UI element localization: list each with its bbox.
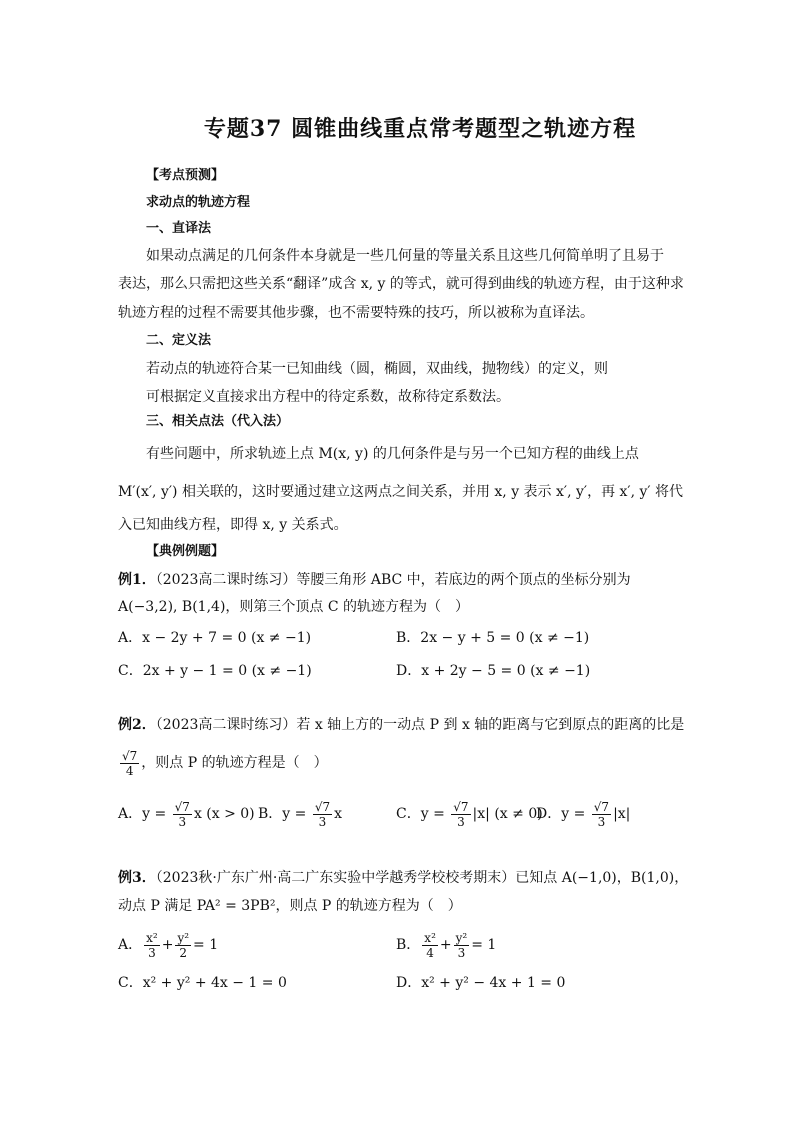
example1-option-d[interactable]: D．x + 2y − 5 = 0 (x ≠ −1) — [396, 663, 591, 679]
option-d-prefix: D．y = — [536, 806, 586, 822]
method3-paragraph-line1: 有些问题中，所求轨迹上点 M(x, y) 的几何条件是与另一个已知方程的曲线上点 — [146, 446, 639, 462]
example1-option-b[interactable]: B．2x − y + 5 = 0 (x ≠ −1) — [396, 630, 590, 646]
example2-ratio-numerator: √7 — [122, 748, 138, 763]
example1-stem-line2: A(−3,2), B(1,4)，则第三个顶点 C 的轨迹方程为（ ） — [118, 599, 470, 615]
fraction-denominator: 3 — [457, 814, 465, 829]
example3-option-c[interactable]: C．x² + y² + 4x − 1 = 0 — [118, 975, 287, 991]
option-b-term1 — [422, 931, 438, 960]
method1-heading: 一、直译法 — [146, 221, 212, 236]
fraction-denominator: 2 — [179, 945, 188, 960]
option-b-fraction — [313, 800, 332, 829]
option-a-prefix: A． — [118, 937, 143, 953]
example1-option-c[interactable]: C．2x + y − 1 = 0 (x ≠ −1) — [118, 663, 312, 679]
example2-option-d[interactable] — [536, 797, 630, 831]
option-c-suffix: |x| (x ≠ 0) — [472, 806, 543, 822]
option-a-fraction — [173, 800, 192, 829]
example1-stem-text1: （2023高二课时练习）等腰三角形 ABC 中，若底边的两个顶点的坐标分别为 — [155, 572, 631, 588]
method3-paragraph-line3: 入已知曲线方程，即得 x, y 关系式。 — [118, 517, 348, 533]
option-c-prefix: C．y = — [396, 806, 445, 822]
option-b-suffix: = 1 — [471, 937, 497, 953]
example3-label: 例3． — [118, 870, 156, 886]
example3-option-a[interactable] — [118, 928, 218, 962]
fraction-denominator: 3 — [178, 814, 187, 829]
option-b-plus: + — [439, 937, 452, 953]
example3-stem-line1 — [118, 868, 688, 888]
method1-paragraph-line1: 如果动点满足的几何条件本身就是一些几何量的等量关系且这些几何简单明了且易于 — [146, 248, 664, 264]
fraction-numerator: x² — [146, 930, 158, 945]
example2-stem-line2 — [118, 746, 328, 780]
example2-option-a[interactable] — [118, 797, 255, 831]
example2-option-c[interactable] — [396, 797, 543, 831]
option-a-term1 — [144, 931, 160, 960]
method1-paragraph-line2: 表达，那么只需把这些关系“翻译”成含 x, y 的等式，就可得到曲线的轨迹方程，由于这种求 — [118, 276, 684, 292]
option-b-prefix: B．y = — [258, 806, 307, 822]
fraction-numerator: y² — [177, 930, 190, 945]
method3-paragraph-line2: M′(x′, y′) 相关联的，这时要通过建立这两点之间关系，并用 x, y 表示 x′, y′，再 x′, y′ 将代 — [118, 484, 684, 500]
example3-option-d[interactable]: D．x² + y² − 4x + 1 = 0 — [396, 975, 566, 991]
option-d-fraction — [592, 800, 611, 829]
example2-ratio-fraction — [120, 749, 139, 778]
option-c-fraction — [451, 800, 470, 829]
option-b-suffix: x — [334, 806, 343, 822]
fraction-denominator: 4 — [426, 945, 434, 960]
example3-stem-text1: （2023秋·广东广州·高二广东实验中学越秀学校校考期末）已知点 A(−1,0)，B(1,0)， — [155, 870, 689, 886]
method2-paragraph-line2: 可根据定义直接求出方程中的待定系数，故称待定系数法。 — [146, 389, 510, 405]
example2-ratio-denominator: 4 — [125, 763, 134, 778]
option-b-term2 — [454, 931, 470, 960]
example2-stem-text1: （2023高二课时练习）若 x 轴上方的一动点 P 到 x 轴的距离与它到原点的距离的比是 — [155, 717, 685, 733]
method1-paragraph-line3: 轨迹方程的过程不需要其他步骤，也不需要特殊的技巧，所以被称为直译法。 — [118, 305, 594, 321]
example1-stem-line1 — [118, 570, 631, 590]
page-title: 专题37 圆锥曲线重点常考题型之轨迹方程 — [203, 116, 637, 142]
example3-stem-line2: 动点 P 满足 PA² = 3PB²，则点 P 的轨迹方程为（ ） — [118, 898, 462, 914]
method2-heading: 二、定义法 — [146, 333, 212, 348]
example2-stem-text2: ，则点 P 的轨迹方程是（ ） — [141, 755, 328, 771]
method3-heading: 三、相关点法（代入法） — [146, 414, 290, 429]
fraction-numerator: √7 — [174, 799, 190, 814]
fraction-numerator: x² — [424, 930, 436, 945]
option-d-suffix: |x| — [613, 806, 631, 822]
fraction-numerator: √7 — [314, 799, 331, 814]
option-a-prefix: A．y = — [118, 806, 167, 822]
example1-option-a[interactable]: A．x − 2y + 7 = 0 (x ≠ −1) — [118, 630, 312, 646]
fraction-numerator: y² — [455, 930, 468, 945]
example2-label: 例2． — [118, 717, 156, 733]
fraction-denominator: 3 — [318, 814, 327, 829]
example2-option-b[interactable] — [258, 797, 342, 831]
option-a-plus: + — [161, 937, 174, 953]
topic-heading: 求动点的轨迹方程 — [146, 195, 251, 210]
fraction-denominator: 3 — [148, 945, 156, 960]
option-a-term2 — [175, 931, 191, 960]
example3-option-b[interactable] — [396, 928, 496, 962]
fraction-denominator: 3 — [597, 814, 606, 829]
section-examples-heading: 【典例例题】 — [146, 544, 225, 559]
fraction-numerator: √7 — [593, 799, 610, 814]
option-a-suffix: = 1 — [193, 937, 219, 953]
fraction-numerator: √7 — [453, 799, 469, 814]
option-a-suffix: x (x > 0) — [193, 806, 255, 822]
fraction-denominator: 3 — [457, 945, 466, 960]
example2-stem-line1 — [118, 715, 684, 735]
example1-label: 例1． — [118, 572, 156, 588]
method2-paragraph-line1: 若动点的轨迹符合某一已知曲线（圆，椭圆，双曲线，抛物线）的定义，则 — [146, 361, 608, 377]
option-b-prefix: B． — [396, 937, 421, 953]
section-forecast-heading: 【考点预测】 — [146, 168, 225, 183]
